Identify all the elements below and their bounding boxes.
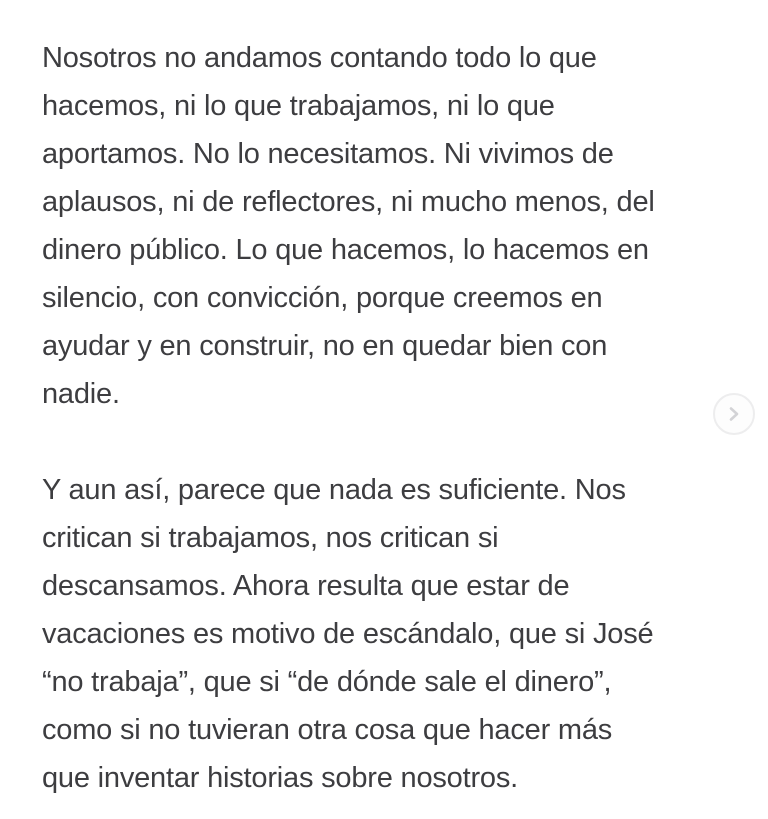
text-line: aportamos. No lo necesitamos. Ni vivimos de <box>42 138 614 170</box>
text-line: que inventar historias sobre nosotros. <box>42 762 518 794</box>
text-line: vacaciones es motivo de escándalo, que si José <box>42 618 654 650</box>
text-line: ayudar y en construir, no en quedar bien con <box>42 330 608 362</box>
chevron-right-icon <box>726 406 742 422</box>
text-line: Y aun así, parece que nada es suficiente. Nos <box>42 474 626 506</box>
text-line: hacemos, ni lo que trabajamos, ni lo que <box>42 90 555 122</box>
text-line: “no trabaja”, que si “de dónde sale el dinero”, <box>42 666 612 698</box>
post-text <box>42 34 738 802</box>
text-line: descansamos. Ahora resulta que estar de <box>42 570 570 602</box>
paragraph-2 <box>42 466 738 802</box>
text-line: aplausos, ni de reflectores, ni mucho menos, del <box>42 186 655 218</box>
text-line: dinero público. Lo que hacemos, lo hacemos en <box>42 234 649 266</box>
paragraph-1 <box>42 34 738 418</box>
text-line: nadie. <box>42 378 120 410</box>
carousel-next-button[interactable] <box>713 393 755 435</box>
text-line: silencio, con convicción, porque creemos en <box>42 282 603 314</box>
text-line: como si no tuvieran otra cosa que hacer más <box>42 714 613 746</box>
text-line: Nosotros no andamos contando todo lo que <box>42 42 597 74</box>
text-line: critican si trabajamos, nos critican si <box>42 522 499 554</box>
